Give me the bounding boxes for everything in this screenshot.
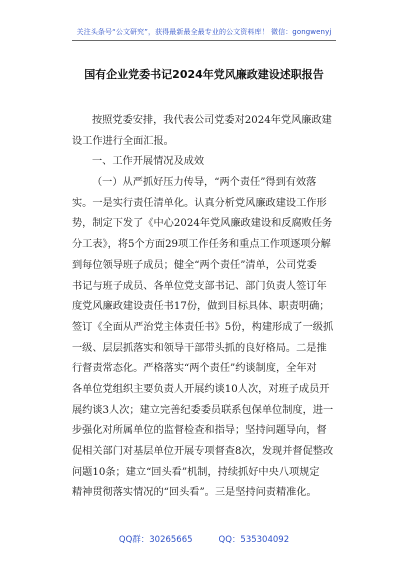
- paragraph-line: 到每位领导班子成员；健全“两个责任”清单，公司党委: [72, 259, 317, 271]
- paragraph-line: 分工表》，将5个方面29项工作任务和重点工作项逐项分解: [72, 239, 331, 251]
- paragraph-line: 促相关部门对基层单位开展专项督查8次，发现并督促整改: [72, 446, 334, 457]
- promo-banner: 关注头条号“公文研究”，获得最新最全最专业的公文资料库！ 微信：gongwenyj: [76, 28, 332, 36]
- paragraph-line: 设工作进行全面汇报。: [72, 135, 174, 147]
- qq-group-label: QQ群：30265665: [118, 535, 193, 545]
- paragraph-line: 势，制定下发了《中心2024年党风廉政建设和反腐败任务: [72, 218, 333, 230]
- paragraph-line: 书记与班子成员、各单位党支部书记、部门负责人签订年: [72, 280, 327, 292]
- paragraph-line: 度党风廉政建设责任书17份，做到目标具体、职责明确；: [72, 301, 330, 313]
- document-body: [72, 111, 342, 504]
- document-title: 国有企业党委书记2024年党风廉政建设述职报告: [84, 68, 324, 81]
- paragraph-line: 步强化对所属单位的监督检查和指导；坚持问题导向，督: [72, 425, 327, 437]
- qq-label: QQ：535304092: [218, 535, 290, 545]
- paragraph-line: 一级、层层抓落实和领导干部带头抓的良好格局。二是推: [72, 342, 327, 354]
- paragraph-line: 行督责常态化。严格落实“两个责任”约谈制度，全年对: [72, 363, 317, 375]
- paragraph-line: 实。一是实行责任清单化。认真分析党风廉政建设工作形: [72, 197, 327, 209]
- paragraph-line: 展约谈3人次；建立完善纪委委员联系包保单位制度，进一: [72, 404, 334, 416]
- paragraph-line: 按照党委安排，我代表公司党委对2024年党风廉政建: [92, 115, 332, 126]
- paragraph-line: 问题10条；建立“回头看”机制，持续抓好中央八项规定: [72, 466, 320, 478]
- header-divider: [72, 40, 336, 41]
- footer-contact: [0, 533, 408, 545]
- section-heading: 一、工作开展情况及成效: [92, 156, 205, 168]
- paragraph-line: 签订《全面从严治党主体责任书》5份，构建形成了一级抓: [72, 321, 334, 333]
- paragraph-line: 各单位党组织主要负责人开展约谈10人次，对班子成员开: [72, 383, 330, 395]
- paragraph-line: （一）从严抓好压力传导，“两个责任”得到有效落: [92, 177, 317, 189]
- paragraph-line: 精神贯彻落实情况的“回头看”。三是坚持问责精准化。: [72, 487, 317, 499]
